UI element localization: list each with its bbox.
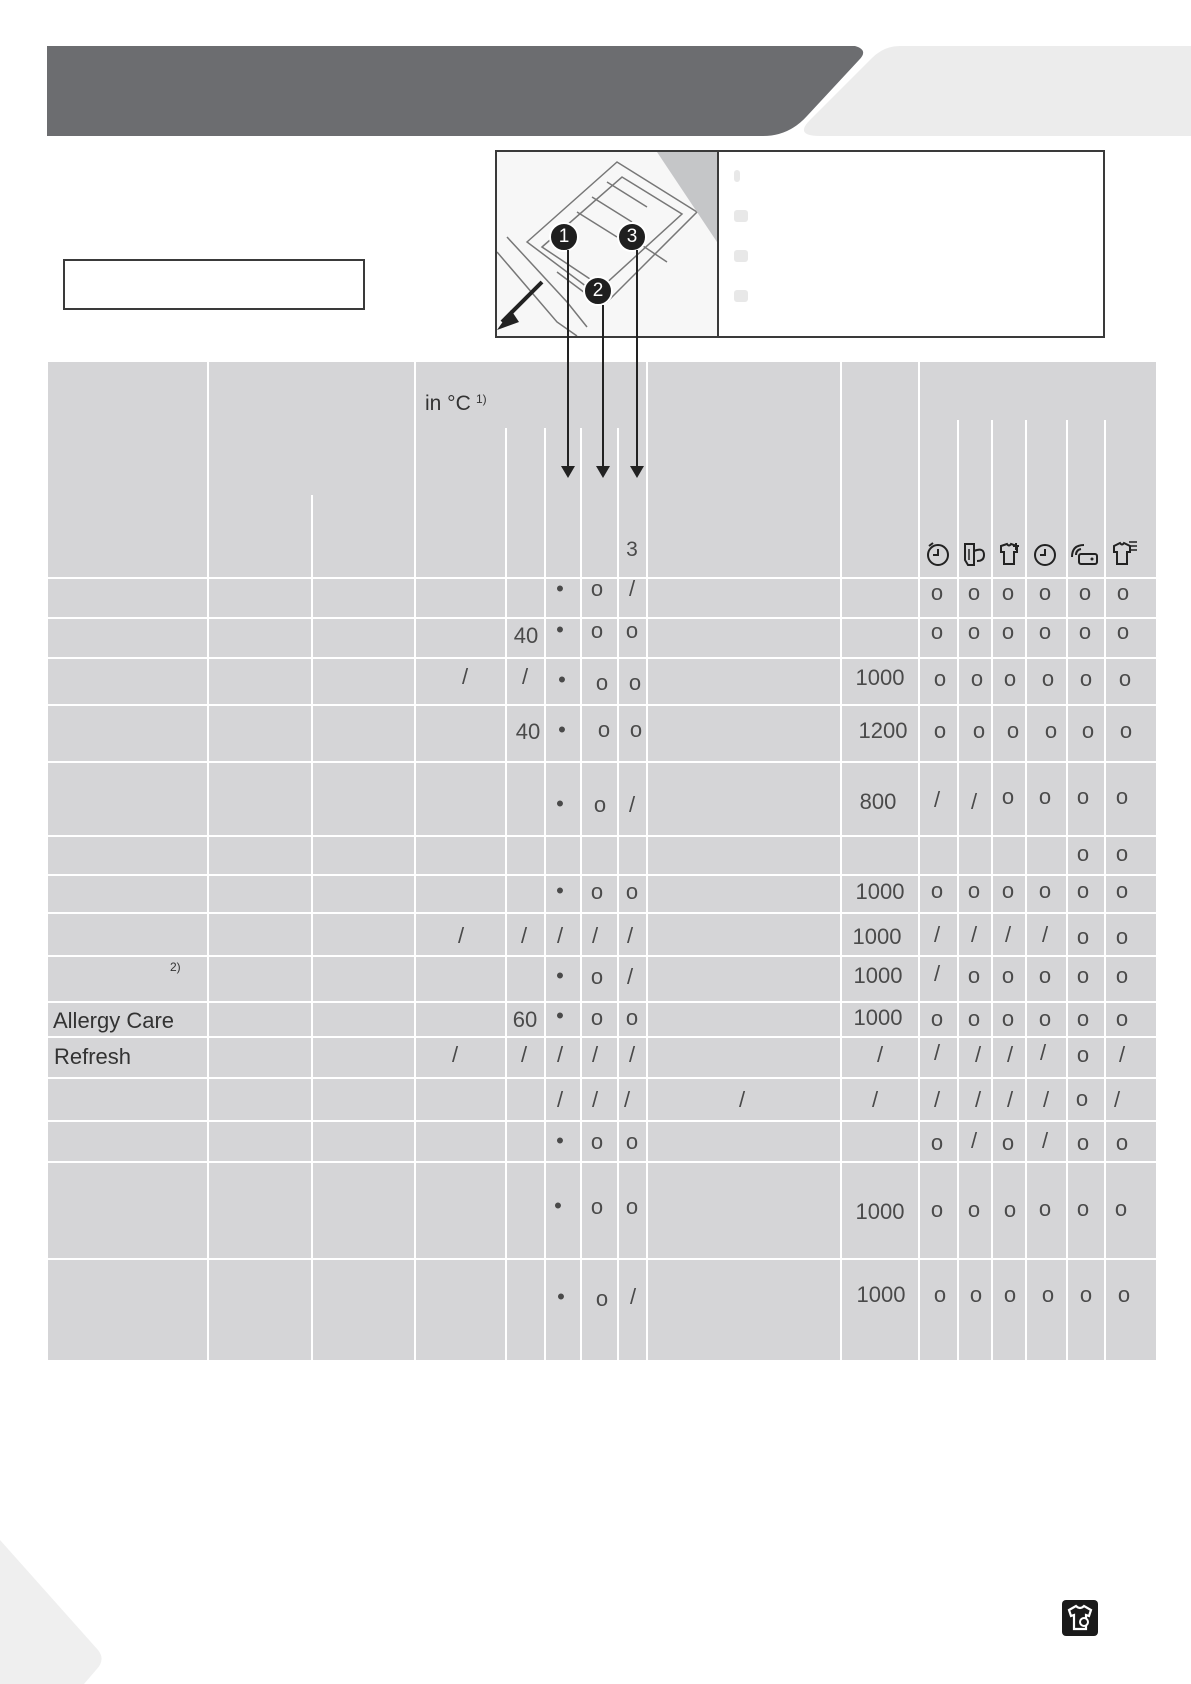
row9-opt1: o: [930, 1006, 944, 1031]
row12-opt3: o: [1001, 1130, 1015, 1155]
detergent-drawer-illustration: [495, 150, 1105, 338]
row11-opt5: o: [1075, 1086, 1089, 1111]
row8-footnote: 2): [170, 960, 181, 974]
row6-opt4: o: [1038, 878, 1052, 903]
laundry-tshirt-icon: [1062, 1600, 1098, 1636]
row9-opt4: o: [1038, 1006, 1052, 1031]
time-save-icon: [1032, 541, 1058, 567]
row10-opt2: /: [974, 1042, 982, 1067]
compartment-2-badge: 2: [583, 276, 613, 306]
row3-opt4: o: [1044, 718, 1058, 743]
row2-opt6: o: [1118, 666, 1132, 691]
row0-compartment3: /: [628, 576, 636, 601]
label-box: [63, 259, 365, 310]
row0-opt4: o: [1038, 580, 1052, 605]
row9-opt6: o: [1115, 1006, 1129, 1031]
row8-opt6: o: [1115, 963, 1129, 988]
row8-opt2: o: [967, 963, 981, 988]
row6-opt1: o: [930, 878, 944, 903]
row3-opt6: o: [1119, 718, 1133, 743]
row9-temp-b: 60: [512, 1007, 538, 1032]
row9-spin: 1000: [853, 1005, 903, 1030]
row4-compartment1: •: [556, 791, 564, 816]
row7-opt6: o: [1115, 924, 1129, 949]
row7-opt4: /: [1041, 922, 1049, 947]
row11-opt6: /: [1113, 1087, 1121, 1112]
row11-spin: /: [871, 1087, 879, 1112]
row9-opt2: o: [967, 1006, 981, 1031]
row9-label: Allergy Care: [53, 1008, 175, 1033]
row6-opt5: o: [1076, 878, 1090, 903]
row7-opt1: /: [933, 922, 941, 947]
row1-compartment3: o: [625, 618, 639, 643]
row11-compartment3: /: [623, 1087, 631, 1112]
row12-opt4: /: [1041, 1128, 1049, 1153]
row5-opt5: o: [1076, 841, 1090, 866]
row3-opt1: o: [933, 718, 947, 743]
row6-spin: 1000: [855, 879, 905, 904]
row4-opt4: o: [1038, 784, 1052, 809]
row14-compartment2: o: [595, 1286, 609, 1311]
row4-opt3: o: [1001, 784, 1015, 809]
row12-opt6: o: [1115, 1130, 1129, 1155]
row2-opt1: o: [933, 666, 947, 691]
row9-compartment2: o: [590, 1005, 604, 1030]
row14-opt3: o: [1003, 1282, 1017, 1307]
row10-compartment1: /: [556, 1042, 564, 1067]
row14-spin: 1000: [856, 1282, 906, 1307]
extra-rinse-icon: [962, 541, 988, 567]
row12-compartment1: •: [556, 1128, 564, 1153]
row0-opt1: o: [930, 580, 944, 605]
row13-compartment1: •: [554, 1193, 562, 1218]
row3-compartment2: o: [597, 717, 611, 742]
row11-opt2: /: [974, 1087, 982, 1112]
row7-compartment1: /: [556, 923, 564, 948]
row8-spin: 1000: [853, 963, 903, 988]
row13-compartment3: o: [625, 1194, 639, 1219]
row8-opt1: /: [933, 961, 941, 986]
prewash-icon: [1069, 541, 1099, 567]
drawer-photo: [497, 152, 719, 336]
row6-opt2: o: [967, 878, 981, 903]
row12-opt2: /: [970, 1128, 978, 1153]
row12-compartment3: o: [625, 1129, 639, 1154]
row8-compartment2: o: [590, 964, 604, 989]
row13-compartment2: o: [590, 1194, 604, 1219]
row1-temp-b: 40: [513, 623, 539, 648]
anti-crease-icon: [1109, 539, 1139, 567]
row4-opt2: /: [970, 789, 978, 814]
row9-opt5: o: [1076, 1006, 1090, 1031]
row4-spin: 800: [859, 789, 897, 814]
row11-compartment1: /: [556, 1087, 564, 1112]
illustration-legend: [719, 152, 1103, 336]
row2-opt2: o: [970, 666, 984, 691]
row12-opt5: o: [1076, 1130, 1090, 1155]
corner-decoration: [0, 1540, 110, 1684]
row6-compartment2: o: [590, 879, 604, 904]
row14-compartment1: •: [557, 1284, 565, 1309]
row12-compartment2: o: [590, 1129, 604, 1154]
row14-compartment3: /: [629, 1284, 637, 1309]
row10-compartment2: /: [591, 1042, 599, 1067]
arrow-compartment-1: [567, 250, 569, 468]
row3-spin: 1200: [858, 718, 908, 743]
row14-opt4: o: [1041, 1282, 1055, 1307]
row13-opt1: o: [930, 1197, 944, 1222]
row14-opt6: o: [1117, 1282, 1131, 1307]
row7-opt5: o: [1076, 924, 1090, 949]
row8-opt5: o: [1076, 963, 1090, 988]
row13-opt5: o: [1076, 1196, 1090, 1221]
row10-opt3: /: [1006, 1042, 1014, 1067]
row7-opt2: /: [970, 922, 978, 947]
row0-opt2: o: [967, 580, 981, 605]
row10-label: Refresh: [54, 1044, 132, 1069]
row13-opt4: o: [1038, 1196, 1052, 1221]
row11-opt1: /: [933, 1087, 941, 1112]
row2-opt4: o: [1041, 666, 1055, 691]
row6-compartment3: o: [625, 879, 639, 904]
row2-compartment3: o: [628, 670, 642, 695]
arrow-compartment-3: [636, 250, 638, 468]
row1-opt5: o: [1078, 619, 1092, 644]
row7-compartment3: /: [626, 923, 634, 948]
row2-opt3: o: [1003, 666, 1017, 691]
row8-compartment3: /: [626, 964, 634, 989]
row13-opt2: o: [967, 1197, 981, 1222]
row2-compartment2: o: [595, 670, 609, 695]
row9-opt3: o: [1001, 1006, 1015, 1031]
row8-opt4: o: [1038, 963, 1052, 988]
row0-opt3: o: [1001, 580, 1015, 605]
row10-opt5: o: [1076, 1042, 1090, 1067]
row10-temp-a: /: [451, 1042, 459, 1067]
row8-compartment1: •: [556, 963, 564, 988]
row4-compartment3: /: [628, 792, 636, 817]
row11-opt4: /: [1042, 1087, 1050, 1112]
arrow-compartment-2: [602, 305, 604, 468]
row12-opt1: o: [930, 1130, 944, 1155]
row7-temp-a: /: [457, 923, 465, 948]
row6-opt6: o: [1115, 878, 1129, 903]
row2-temp-a: /: [461, 664, 469, 689]
row0-compartment2: o: [590, 576, 604, 601]
row1-opt2: o: [967, 619, 981, 644]
row14-opt1: o: [933, 1282, 947, 1307]
delay-start-icon: [925, 541, 951, 567]
row5-opt6: o: [1115, 841, 1129, 866]
row1-compartment2: o: [590, 618, 604, 643]
row10-opt4: /: [1039, 1040, 1047, 1065]
row7-compartment2: /: [591, 923, 599, 948]
row1-opt6: o: [1116, 619, 1130, 644]
row1-opt3: o: [1001, 619, 1015, 644]
compartment-3-badge: 3: [617, 222, 647, 252]
row10-compartment3: /: [628, 1042, 636, 1067]
header-band: [47, 46, 867, 136]
row10-temp-b: /: [520, 1042, 528, 1067]
row11-opt3: /: [1006, 1087, 1014, 1112]
row1-opt4: o: [1038, 619, 1052, 644]
row4-opt1: /: [933, 787, 941, 812]
row8-opt3: o: [1001, 963, 1015, 988]
row3-opt5: o: [1081, 718, 1095, 743]
row1-opt1: o: [930, 619, 944, 644]
row2-temp-b: /: [521, 664, 529, 689]
row14-opt5: o: [1079, 1282, 1093, 1307]
row7-spin: 1000: [852, 924, 902, 949]
row4-opt5: o: [1076, 784, 1090, 809]
compartment-1-badge: 1: [549, 222, 579, 252]
row0-compartment1: •: [556, 576, 564, 601]
row3-opt2: o: [972, 718, 986, 743]
temperature-footnote: 1): [476, 392, 487, 406]
row14-opt2: o: [969, 1282, 983, 1307]
row3-compartment1: •: [558, 717, 566, 742]
compartment-3-header: 3: [626, 538, 638, 561]
intensive-icon: [995, 541, 1023, 567]
row0-opt6: o: [1116, 580, 1130, 605]
row4-opt6: o: [1115, 784, 1129, 809]
row4-compartment2: o: [593, 792, 607, 817]
row10-opt6: /: [1118, 1042, 1126, 1067]
temperature-header: in °C: [425, 392, 471, 415]
row3-temp-b: 40: [515, 719, 541, 744]
row9-compartment1: •: [556, 1003, 564, 1028]
row10-spin: /: [876, 1042, 884, 1067]
row2-spin: 1000: [855, 665, 905, 690]
header-right-tab: [800, 44, 1191, 138]
row11-mid: /: [738, 1087, 746, 1112]
row13-spin: 1000: [855, 1199, 905, 1224]
row2-compartment1: •: [558, 667, 566, 692]
row0-opt5: o: [1078, 580, 1092, 605]
row3-compartment3: o: [629, 717, 643, 742]
row10-opt1: /: [933, 1040, 941, 1065]
row9-compartment3: o: [625, 1005, 639, 1030]
row2-opt5: o: [1079, 666, 1093, 691]
row7-temp-b: /: [520, 923, 528, 948]
row7-opt3: /: [1004, 922, 1012, 947]
row11-compartment2: /: [591, 1087, 599, 1112]
row1-compartment1: •: [556, 617, 564, 642]
row13-opt6: o: [1114, 1196, 1128, 1221]
row3-opt3: o: [1006, 718, 1020, 743]
row6-compartment1: •: [556, 878, 564, 903]
row13-opt3: o: [1003, 1197, 1017, 1222]
row6-opt3: o: [1001, 878, 1015, 903]
